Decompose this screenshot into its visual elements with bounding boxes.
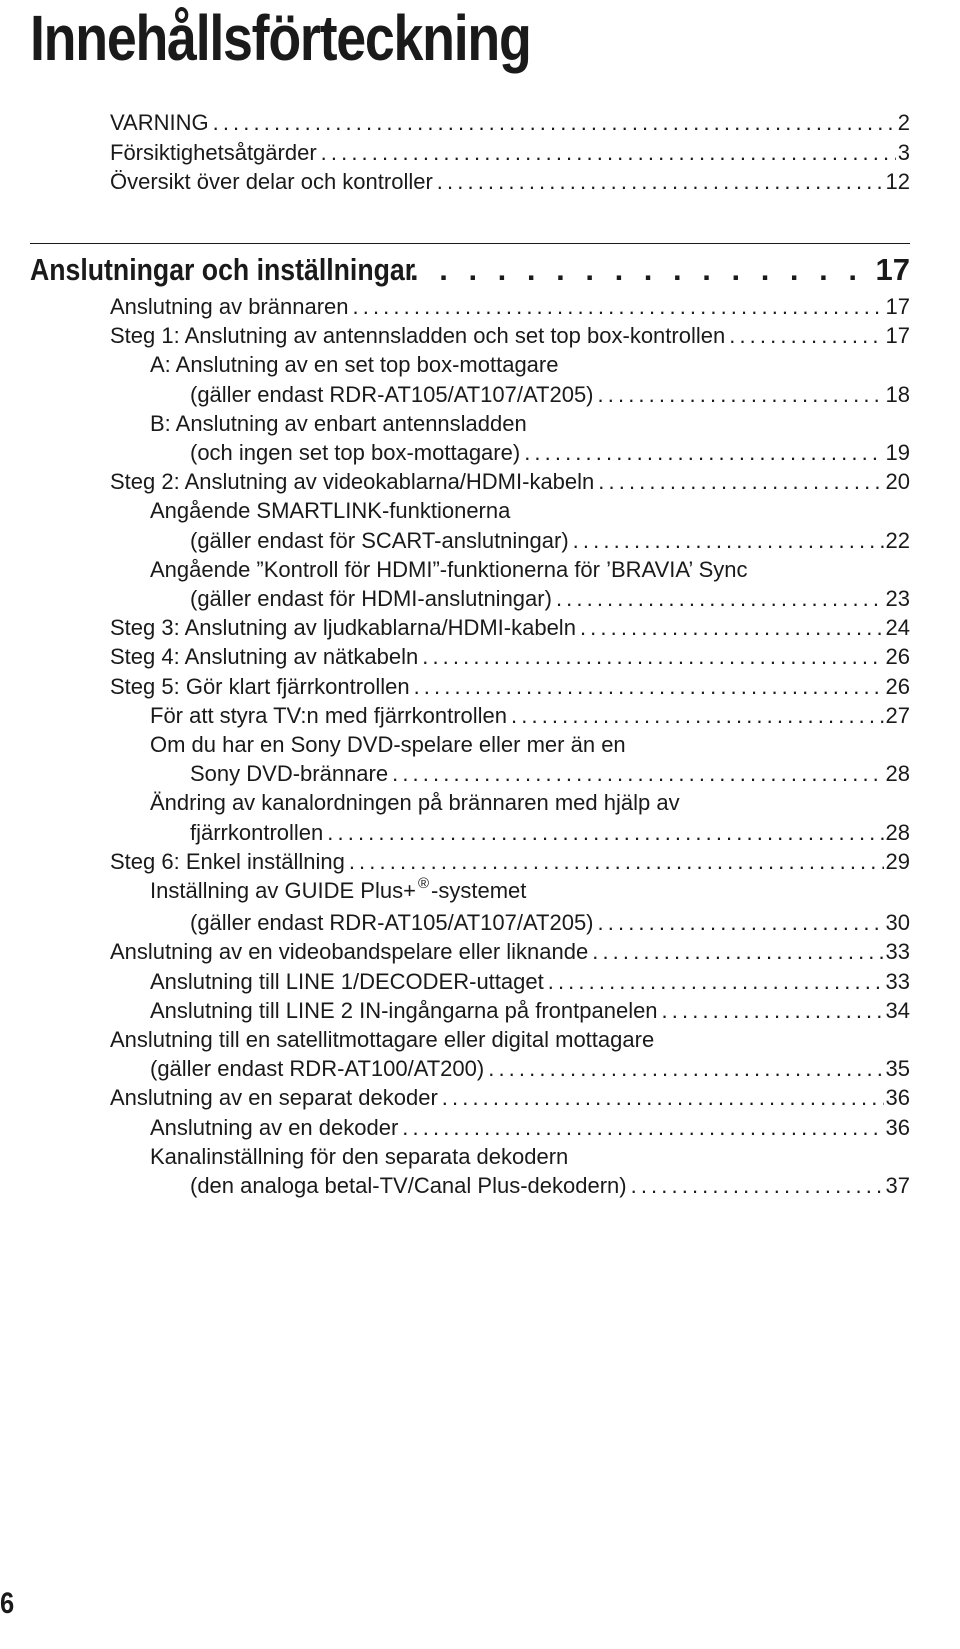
toc-entry-page: 27 xyxy=(885,702,910,728)
dot-leader xyxy=(422,642,883,671)
toc-entry[interactable] xyxy=(110,937,910,966)
page-number: 6 xyxy=(0,1587,15,1620)
toc-entry-title: Anslutning till en satellitmottagare eller digital mottagare xyxy=(110,1027,655,1053)
toc-entry-title-cont: (gäller endast RDR-AT105/AT107/AT205) xyxy=(190,910,594,936)
toc-entry-multiline[interactable] xyxy=(110,496,910,554)
dot-leader xyxy=(442,1083,884,1112)
dot-leader xyxy=(556,584,884,613)
toc-entry-page: 28 xyxy=(885,819,910,845)
toc-entry-title-cont: Sony DVD-brännare xyxy=(190,761,389,787)
toc-entry-page: 35 xyxy=(885,1056,910,1082)
toc-entry-title: Angående ”Kontroll för HDMI”-funktionerna för ’BRAVIA’ Sync xyxy=(150,556,748,582)
toc-entry-page: 26 xyxy=(885,644,910,670)
toc-entry-page: 17 xyxy=(885,294,910,319)
toc-entry-title: Anslutning till LINE 1/DECODER-uttaget xyxy=(150,968,544,994)
toc-entry-title: Steg 1: Anslutning av antennsladden och set top box-kontrollen xyxy=(110,323,726,349)
toc-entry-multiline[interactable] xyxy=(110,555,910,613)
toc-entry-page: 23 xyxy=(885,586,910,612)
dot-leader xyxy=(353,292,884,321)
toc-entry-title: Steg 6: Enkel inställning xyxy=(110,848,345,874)
toc-entry[interactable] xyxy=(110,1083,910,1112)
dot-leader xyxy=(592,937,883,966)
toc-entry[interactable] xyxy=(110,292,910,321)
toc-entry-title-cont: (gäller endast för HDMI-anslutningar) xyxy=(190,586,552,612)
toc-entry-title: A: Anslutning av en set top box-mottagare xyxy=(150,352,559,378)
toc-entry-title-cont: (gäller endast för SCART-anslutningar) xyxy=(190,527,569,553)
toc-entry-title: Steg 5: Gör klart fjärrkontrollen xyxy=(110,673,410,699)
dot-leader xyxy=(349,847,884,876)
toc-entry-multiline[interactable] xyxy=(110,788,910,846)
toc-entry-title: Anslutning av en videobandspelare eller liknande xyxy=(110,939,589,965)
toc-entry-varning[interactable] xyxy=(110,108,910,138)
section-heading-title: Anslutningar och inställningar xyxy=(30,252,416,287)
toc-entry-title: Kanalinställning för den separata dekodern xyxy=(150,1143,569,1169)
toc-entry-title: Anslutning av brännaren xyxy=(110,294,349,319)
toc-entry-title: Anslutning av en separat dekoder xyxy=(110,1085,438,1111)
dot-leader xyxy=(729,321,883,350)
toc-entry[interactable] xyxy=(110,672,910,701)
toc-entry-title-cont: (den analoga betal-TV/Canal Plus-dekodern) xyxy=(190,1173,627,1199)
toc-entry-multiline[interactable] xyxy=(110,730,910,788)
toc-entry-title-part: Inställning av GUIDE Plus+ xyxy=(150,878,416,904)
toc-entry-page: 17 xyxy=(885,323,910,349)
toc-entry-page: 28 xyxy=(885,761,910,787)
toc-entry-title: Angående SMARTLINK-funktionerna xyxy=(150,498,511,524)
section-heading-page: 17 xyxy=(875,252,910,287)
toc-front-matter xyxy=(110,108,910,197)
toc-entry-multiline[interactable] xyxy=(110,1025,910,1083)
dot-leader xyxy=(321,138,896,168)
toc-entry-page: 18 xyxy=(885,381,910,407)
dot-leader xyxy=(414,672,884,701)
dot-leader xyxy=(392,759,883,788)
toc-entry-multiline[interactable] xyxy=(110,409,910,467)
toc-entry-oversikt[interactable] xyxy=(110,167,910,197)
toc-entry[interactable] xyxy=(150,1113,910,1142)
dot-leader xyxy=(511,701,883,730)
dot-leader xyxy=(573,526,884,555)
dot-leader xyxy=(598,467,883,496)
registered-mark: ® xyxy=(417,875,430,893)
toc-entry-page: 26 xyxy=(885,673,910,699)
toc-entry-title-cont: (gäller endast RDR-AT105/AT107/AT205) xyxy=(190,381,594,407)
toc-entry-title: B: Anslutning av enbart antennsladden xyxy=(150,410,527,436)
toc-entry-title: För att styra TV:n med fjärrkontrollen xyxy=(150,702,508,728)
dot-leader xyxy=(524,438,883,467)
dot-leader xyxy=(437,167,884,197)
toc-entry-title-cont: (gäller endast RDR-AT100/AT200) xyxy=(150,1056,485,1082)
toc-entry-page: 29 xyxy=(885,848,910,874)
toc-entry-title xyxy=(150,876,910,908)
toc-entry-title: VARNING xyxy=(110,110,209,135)
toc-entry-multiline[interactable] xyxy=(110,876,910,937)
toc-entry-title: Översikt över delar och kontroller xyxy=(110,169,433,194)
toc-entry-title: Om du har en Sony DVD-spelare eller mer än en xyxy=(150,732,626,758)
dot-leader xyxy=(410,250,872,290)
toc-section-entries xyxy=(110,292,910,1200)
section-divider xyxy=(30,243,910,244)
toc-entry-page: 3 xyxy=(897,139,910,165)
toc-entry[interactable] xyxy=(110,467,910,496)
toc-section-anslutningar xyxy=(30,243,910,1200)
toc-entry-title: Anslutning till LINE 2 IN-ingångarna på frontpanelen xyxy=(150,997,658,1023)
toc-entry-page: 33 xyxy=(885,939,910,965)
toc-entry-page: 24 xyxy=(885,615,910,641)
section-heading[interactable] xyxy=(30,250,910,290)
toc-entry-page: 20 xyxy=(885,469,910,495)
toc-entry[interactable] xyxy=(110,847,910,876)
toc-entry-page: 36 xyxy=(885,1114,910,1140)
toc-entry-page: 2 xyxy=(897,110,910,135)
dot-leader xyxy=(548,967,884,996)
toc-entry-title: Anslutning av en dekoder xyxy=(150,1114,399,1140)
toc-entry-page: 30 xyxy=(885,910,910,936)
toc-entry-page: 12 xyxy=(885,169,910,194)
toc-entry-title: Steg 2: Anslutning av videokablarna/HDMI-kabeln xyxy=(110,469,595,495)
toc-entry-page: 19 xyxy=(885,440,910,466)
toc-entry-multiline[interactable] xyxy=(110,350,910,408)
toc-entry[interactable] xyxy=(110,642,910,671)
toc-entry-title: Försiktighetsåtgärder xyxy=(110,139,317,165)
dot-leader xyxy=(598,380,884,409)
toc-entry[interactable] xyxy=(110,321,910,350)
dot-leader xyxy=(580,613,884,642)
dot-leader xyxy=(213,108,896,138)
toc-entry[interactable] xyxy=(110,613,910,642)
toc-entry-page: 36 xyxy=(885,1085,910,1111)
toc-entry[interactable] xyxy=(150,967,910,996)
dot-leader xyxy=(488,1054,883,1083)
toc-entry[interactable] xyxy=(150,701,910,730)
toc-entry-page: 22 xyxy=(885,527,910,553)
toc-entry-forsiktighetsatgarder[interactable] xyxy=(110,138,910,168)
dot-leader xyxy=(662,996,884,1025)
dot-leader xyxy=(402,1113,883,1142)
dot-leader xyxy=(327,818,883,847)
toc-entry-title: Ändring av kanalordningen på brännaren med hjälp av xyxy=(150,790,680,816)
dot-leader xyxy=(631,1171,884,1200)
toc-entry-title-cont: (och ingen set top box-mottagare) xyxy=(190,440,521,466)
toc-entry-page: 33 xyxy=(885,968,910,994)
toc-entry-page: 34 xyxy=(885,997,910,1023)
toc-entry-title-part: -systemet xyxy=(431,878,527,904)
toc-entry-title: Steg 4: Anslutning av nätkabeln xyxy=(110,644,419,670)
toc-entry-title: Steg 3: Anslutning av ljudkablarna/HDMI-kabeln xyxy=(110,615,576,641)
toc-entry-title-cont: fjärrkontrollen xyxy=(190,819,324,845)
toc-entry-multiline[interactable] xyxy=(110,1142,910,1200)
toc-entry[interactable] xyxy=(150,996,910,1025)
dot-leader xyxy=(598,908,884,937)
toc-entry-page: 37 xyxy=(885,1173,910,1199)
page-title: Innehållsförteckning xyxy=(30,2,531,74)
